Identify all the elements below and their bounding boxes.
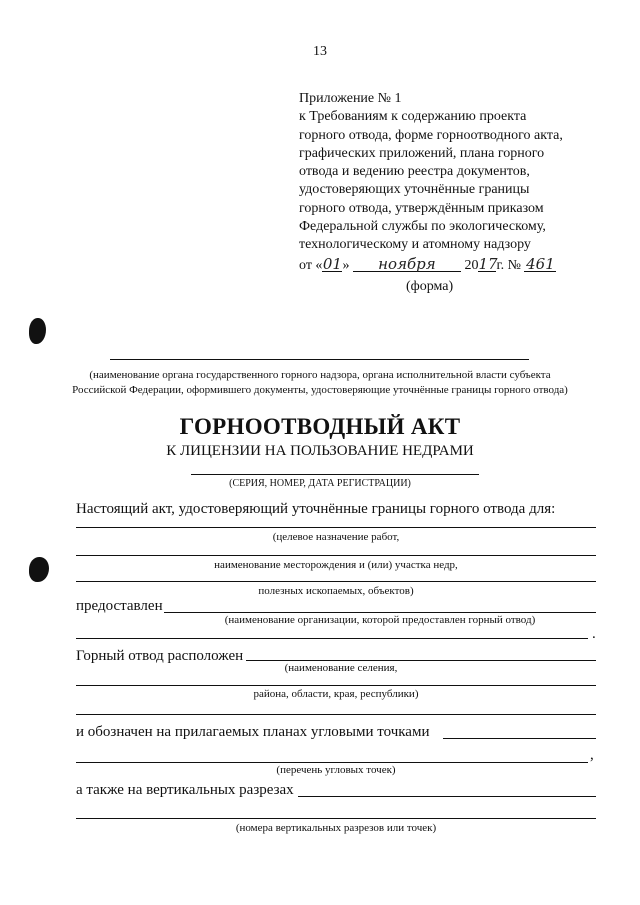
appendix-line: отвода и ведению реестра документов,	[299, 164, 530, 180]
punch-hole-mark	[29, 318, 46, 344]
order-month: ноября	[353, 257, 461, 272]
appendix-block	[299, 90, 629, 275]
document-subtitle: К ЛИЦЕНЗИИ НА ПОЛЬЗОВАНИЕ НЕДРАМИ	[166, 443, 474, 459]
appendix-line: горного отвода, форме горноотводного акта,	[299, 127, 563, 143]
points-caption: (перечень угловых точек)	[276, 764, 396, 776]
line-end-comma: ,	[590, 747, 594, 763]
deposit-line	[76, 555, 596, 556]
series-caption: (СЕРИЯ, НОМЕР, ДАТА РЕГИСТРАЦИИ)	[229, 478, 411, 489]
region-line	[76, 685, 596, 686]
intro-text: Настоящий акт, удостоверяющий уточнённые границы горного отвода для:	[76, 501, 556, 517]
form-label: (форма)	[406, 279, 454, 294]
appendix-line: графических приложений, плана горного	[299, 145, 545, 161]
organization-caption: (наименование организации, которой предоставлен горный отвод)	[224, 614, 536, 626]
authority-caption-line: Российской Федерации, оформившего документы, удостоверяющие уточнённые границы горного отвода)	[72, 384, 568, 396]
appendix-line: удостоверяющих уточнённые границы	[299, 182, 530, 198]
appendix-line: к Требованиям к содержанию проекта	[299, 109, 527, 125]
year-prefix: 20	[464, 257, 479, 273]
minerals-line	[76, 581, 596, 582]
order-year: 17	[478, 254, 498, 273]
appendix-line: горного отвода, утверждённым приказом	[299, 200, 544, 216]
settlement-line	[246, 660, 596, 661]
region-line-2	[76, 714, 596, 715]
located-label: Горный отвод расположен	[76, 648, 244, 664]
minerals-caption: полезных ископаемых, объектов)	[258, 585, 414, 597]
sections-line-2	[76, 818, 596, 819]
granted-label: предоставлен	[76, 598, 163, 614]
region-caption: района, области, края, республики)	[253, 688, 419, 700]
organization-line-2	[76, 638, 588, 639]
sections-label: а также на вертикальных разрезах	[76, 782, 294, 798]
appendix-line: Федеральной службы по экологическому,	[299, 219, 546, 235]
purpose-caption: (целевое назначение работ,	[272, 531, 400, 543]
sections-caption: (номера вертикальных разрезов или точек)	[235, 822, 437, 834]
organization-line	[164, 612, 596, 613]
appendix-line: Приложение № 1	[299, 91, 402, 106]
date-mid: »	[342, 257, 350, 273]
series-line	[191, 474, 479, 475]
line-end-dot: .	[592, 626, 596, 642]
points-line-2	[76, 762, 588, 763]
points-line	[443, 738, 596, 739]
date-prefix: от «	[299, 257, 323, 273]
sections-line	[298, 796, 596, 797]
punch-hole-mark	[29, 557, 49, 582]
document-title: ГОРНООТВОДНЫЙ АКТ	[179, 414, 461, 439]
deposit-caption: наименование месторождения и (или) участка недр,	[214, 559, 458, 571]
appendix-line: технологическому и атомному надзору	[299, 237, 531, 253]
settlement-caption: (наименование селения,	[284, 662, 398, 674]
marked-label: и обозначен на прилагаемых планах угловыми точками	[76, 724, 430, 740]
authority-name-line	[110, 359, 529, 360]
order-date-line	[299, 254, 629, 275]
purpose-line	[76, 527, 596, 528]
year-suffix: г. №	[496, 257, 521, 273]
order-day: 01	[322, 254, 342, 273]
page-number: 13	[313, 44, 327, 59]
authority-caption-line: (наименование органа государственного горного надзора, органа исполнительной власти субъекта	[89, 369, 551, 381]
order-number: 461	[526, 254, 555, 273]
